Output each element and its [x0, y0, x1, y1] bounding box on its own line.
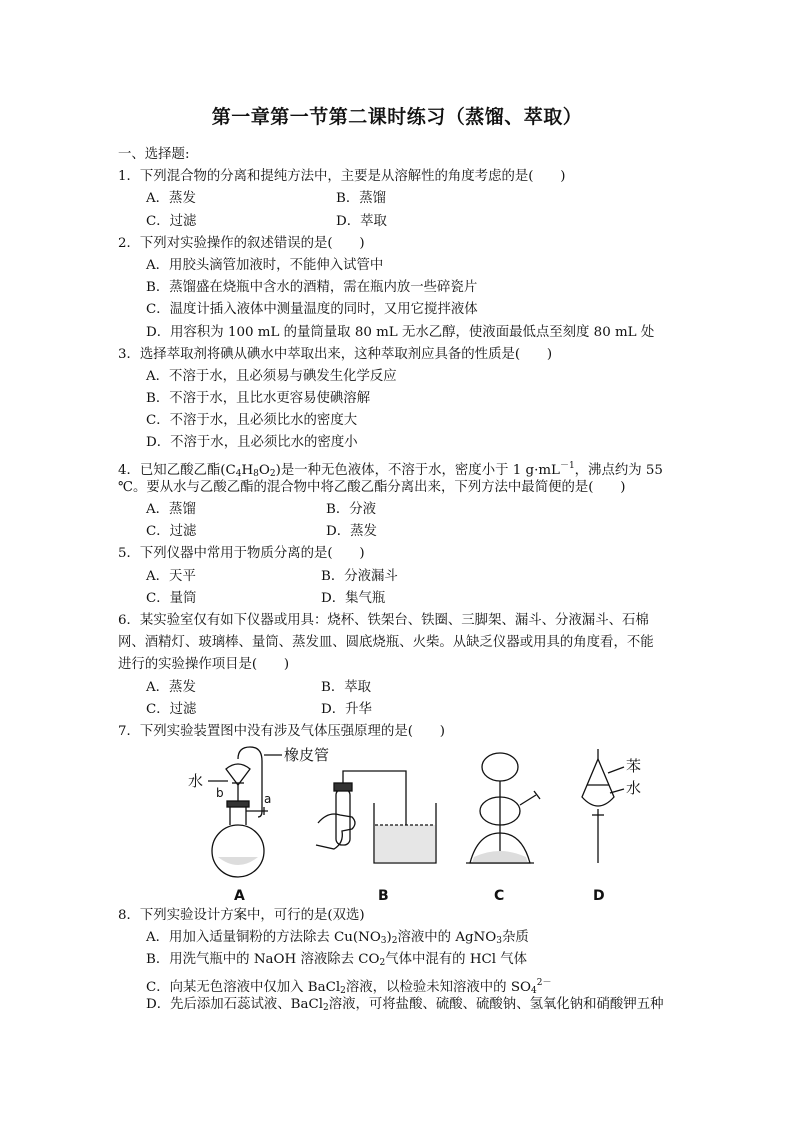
question-3-stem: 3．选择萃取剂将碘从碘水中萃取出来，这种萃取剂应具备的性质是( ) — [118, 346, 553, 362]
option-5c: C．量筒 — [146, 590, 197, 606]
q8c-sub-2: 4 — [531, 985, 537, 994]
label-rubber-tube: 橡皮管 — [284, 746, 330, 765]
question-4-stem-line1 — [118, 455, 678, 477]
apparatus-a — [208, 747, 282, 877]
q4-sup: －1 — [559, 460, 575, 471]
q4-text-e: ，沸点约为 55 — [574, 462, 663, 477]
exercise-content — [118, 144, 678, 1016]
option-2c: C．温度计插入液体中测量温度的同时，又用它搅拌液体 — [146, 302, 478, 318]
option-8d — [118, 994, 678, 1016]
q8b-text-2: 气体中混有的 HCl 气体 — [385, 952, 528, 968]
apparatus-figure — [118, 745, 678, 905]
option-8b — [118, 949, 678, 971]
q4-text-d: )是一种无色液体，不溶于水，密度小于 1 g·mL — [275, 462, 560, 477]
option-2a: A．用胶头滴管加液时，不能伸入试管中 — [146, 257, 384, 273]
option-4d: D．蒸发 — [326, 524, 377, 540]
option-6d: D．升华 — [321, 701, 372, 717]
option-1c: C．过滤 — [146, 213, 197, 229]
question-7-stem: 7．下列实验装置图中没有涉及气体压强原理的是( ) — [118, 723, 445, 739]
label-A: A — [234, 888, 245, 905]
option-5a: A．天平 — [146, 568, 196, 584]
q8c-sup: 2－ — [536, 977, 552, 988]
option-1a: A．蒸发 — [146, 191, 196, 207]
section-heading: 一、选择题: — [118, 147, 190, 162]
apparatus-diagram — [178, 745, 648, 905]
option-6a: A．蒸发 — [146, 679, 196, 695]
option-6b: B．萃取 — [321, 679, 372, 695]
question-6-options — [118, 677, 678, 699]
apparatus-c — [466, 753, 540, 863]
option-5d: D．集气瓶 — [321, 590, 386, 606]
q4-sub-3: 2 — [269, 468, 276, 477]
label-B: B — [378, 888, 389, 905]
option-4b: B．分液 — [326, 502, 377, 517]
q8d-sub: 2 — [323, 1002, 329, 1013]
q4-sub-1: 4 — [235, 468, 242, 477]
label-a-small: a — [264, 792, 272, 807]
option-2d: D．用容积为 100 mL 的量筒量取 80 mL 无水乙醇，使液面最低点至刻度 80 mL 处 — [146, 324, 655, 340]
q8a-text-3: 溶液中的 AgNO — [397, 930, 497, 946]
label-line-benzene — [608, 767, 624, 773]
funnel-a — [226, 764, 250, 785]
page-title: 第一章第一节第二课时练习（蒸馏、萃取） — [211, 106, 583, 128]
option-1d: D．萃取 — [336, 213, 387, 229]
option-8c — [118, 972, 678, 994]
question-1-options-row2 — [118, 211, 678, 233]
option-8a — [118, 927, 678, 949]
question-6-stem-line3: 进行的实验操作项目是( ) — [118, 657, 290, 673]
q8d-text-1: D．先后添加石蕊试液、BaCl — [146, 996, 323, 1012]
q8c-sub: 2 — [340, 985, 346, 994]
apparatus-d — [582, 749, 624, 863]
flask-a-liquid — [218, 857, 258, 865]
question-5-stem: 5．下列仪器中常用于物质分离的是( ) — [118, 546, 365, 562]
q4-text-a: 4．已知乙酸乙酯(C — [118, 462, 236, 477]
question-6-stem-line2: 网、酒精灯、玻璃棒、量筒、蒸发皿、圆底烧瓶、火柴。从缺乏仪器或用具的角度看，不能 — [118, 635, 654, 651]
option-2b: B．蒸馏盛在烧瓶中含水的酒精，需在瓶内放一些碎瓷片 — [146, 280, 478, 296]
q8a-sub-3: 3 — [496, 936, 502, 947]
option-6c: C．过滤 — [146, 701, 197, 717]
question-4-options-row2 — [118, 521, 678, 543]
stopper-a — [227, 801, 249, 807]
option-4c: C．过滤 — [146, 524, 197, 540]
q8d-text-2: 溶液，可将盐酸、硫酸、硫酸钠、氢氧化钠和硝酸钾五种 — [328, 996, 664, 1012]
option-5b: B．分液漏斗 — [321, 568, 398, 584]
option-3a: A．不溶于水，且必须易与碘发生化学反应 — [146, 368, 397, 384]
question-5-options-row2 — [118, 588, 678, 610]
kipp-outlet — [520, 795, 536, 805]
question-5-options — [118, 566, 678, 588]
flask-a — [212, 825, 264, 877]
question-6-stem-line1: 6．某实验室仅有如下仪器或用具：烧杯、铁架台、铁圈、三脚架、漏斗、分液漏斗、石棉 — [118, 612, 649, 628]
q8a-text-4: 杂质 — [502, 930, 529, 946]
option-3d: D．不溶于水，且必须比水的密度小 — [146, 435, 358, 451]
label-b: b — [216, 786, 224, 801]
test-tube-b — [336, 789, 350, 845]
option-3c: C．不溶于水，且必须比水的密度大 — [146, 413, 358, 429]
kipp-liquid — [472, 851, 528, 863]
q8a-text-2: ) — [386, 930, 392, 946]
label-water-a: 水 — [188, 772, 204, 791]
q8b-text-1: B．用洗气瓶中的 NaOH 溶液除去 CO — [146, 952, 380, 968]
option-3b: B．不溶于水，且比水更容易使碘溶解 — [146, 391, 371, 407]
question-2-stem: 2．下列对实验操作的叙述错误的是( ) — [118, 235, 365, 251]
q8c-text-1: C．向某无色溶液中仅加入 BaCl — [146, 979, 341, 994]
q4-text-b: H — [241, 462, 254, 477]
label-benzene: 苯 — [626, 757, 642, 776]
beaker-b-water — [375, 825, 435, 862]
kipp-top-bulb — [482, 753, 518, 781]
stopper-b — [334, 783, 352, 791]
q8a-text-1: A．用加入适量铜粉的方法除去 Cu(NO — [146, 930, 381, 946]
question-8-stem: 8．下列实验设计方案中，可行的是(双选) — [118, 908, 365, 924]
q8a-sub-2: 2 — [391, 936, 398, 947]
label-C: C — [494, 888, 505, 905]
q8b-sub: 2 — [379, 958, 386, 969]
option-1b: B．蒸馏 — [336, 191, 387, 207]
question-1-options — [118, 188, 678, 210]
q8c-text-2: 溶液，以检验未知溶液中的 SO — [345, 979, 531, 994]
question-4-options — [118, 499, 678, 521]
label-D: D — [593, 888, 605, 905]
q8a-sub-1: 3 — [380, 936, 387, 947]
option-4a: A．蒸馏 — [146, 502, 196, 517]
sep-funnel-body — [582, 759, 614, 806]
label-water-d: 水 — [626, 779, 642, 798]
q4-sub-2: 8 — [253, 468, 259, 477]
question-1-stem: 1．下列混合物的分离和提纯方法中，主要是从溶解性的角度考虑的是( ) — [118, 169, 566, 185]
apparatus-b — [316, 771, 436, 863]
q4-text-c: O — [258, 462, 270, 477]
question-6-options-row2 — [118, 699, 678, 721]
question-4-stem-line2: ℃。要从水与乙酸乙酯的混合物中将乙酸乙酯分离出来，下列方法中最简便的是( ) — [118, 479, 626, 495]
